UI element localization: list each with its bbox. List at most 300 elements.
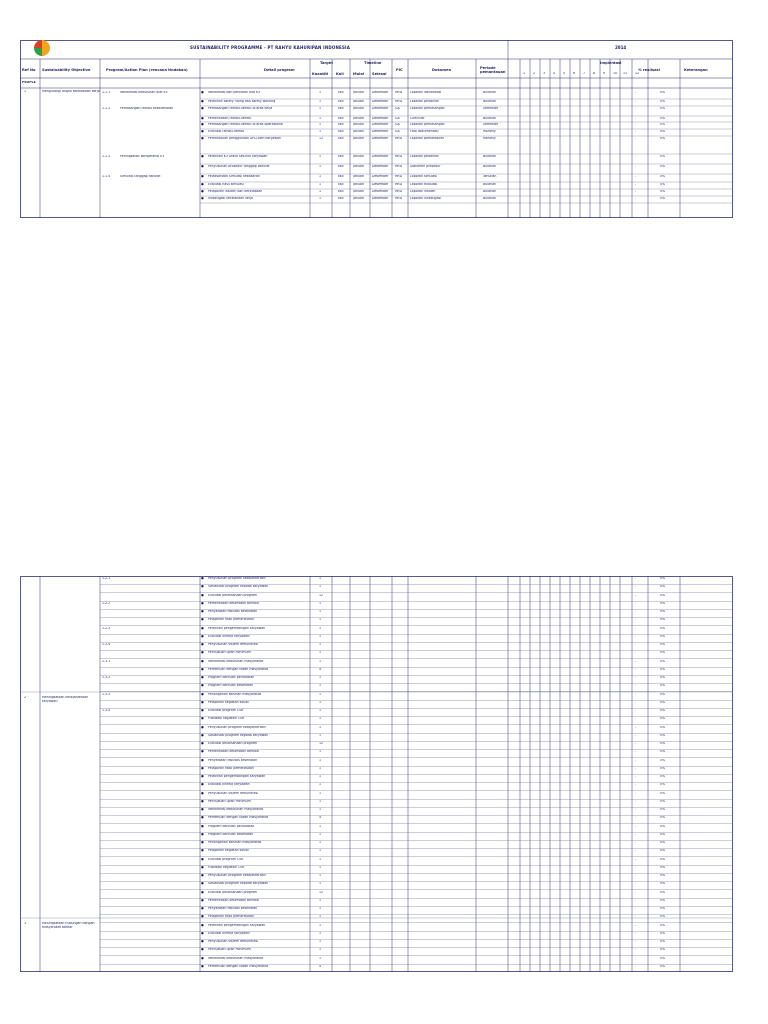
target-qty: 1 [319, 882, 322, 885]
period-text: Semester [483, 123, 499, 126]
pic-text: GA [395, 130, 400, 133]
target-qty: 1 [319, 130, 322, 133]
realisasi-pct: 0% [660, 734, 666, 737]
realisasi-dash: - [635, 577, 637, 580]
realisasi-dash: - [635, 100, 637, 103]
target-qty: 4 [319, 816, 322, 819]
detail-text: Pelatihan K3 untuk seluruh karyawan [208, 155, 268, 158]
realisasi-dash: - [635, 874, 637, 877]
target-qty: 4 [319, 668, 322, 671]
bullet-icon: ● [201, 726, 204, 729]
header-month-9: 9 [603, 72, 606, 75]
detail-text: Penyediaan fasilitas kesehatan [208, 610, 258, 613]
detail-text: Penyusunan prosedur tanggap darurat [208, 165, 270, 168]
detail-text: Pelaporan insiden dan kecelakaan [208, 190, 263, 193]
target-kali: kali [338, 155, 344, 158]
detail-text: Evaluasi hasil simulasi [208, 183, 244, 186]
bullet-icon: ● [201, 668, 204, 671]
period-text: Monthly [483, 130, 496, 133]
timeline-start: Januari [353, 100, 365, 103]
document-text: Laporan simulasi [410, 175, 438, 178]
timeline-end: Desember [372, 190, 389, 193]
header-month-3: 3 [543, 72, 546, 75]
realisasi-dash: - [635, 107, 637, 110]
target-qty: 1 [319, 726, 322, 729]
target-qty: 1 [319, 197, 322, 200]
detail-text: Identifikasi kebutuhan masyarakat [208, 660, 264, 663]
realisasi-dash: - [635, 775, 637, 778]
pic-text: HRD [395, 137, 403, 140]
pic-text: HRD [395, 155, 403, 158]
header-realisasi: % realisasi [638, 68, 660, 72]
document-text: Laporan identifikasi [410, 91, 442, 94]
realisasi-pct: 0% [660, 924, 666, 927]
realisasi-pct: 0% [660, 808, 666, 811]
header-month-1: 1 [523, 72, 526, 75]
detail-text: Program bantuan pendidikan [208, 676, 255, 679]
realisasi-pct: 0% [660, 742, 666, 745]
program-code: 1.2.2 [102, 602, 111, 605]
pic-text: HRD [395, 175, 403, 178]
target-qty: 1 [319, 651, 322, 654]
detail-text: Peninjauan upah minimum [208, 800, 251, 803]
bullet-icon: ● [201, 175, 204, 178]
realisasi-pct: 0% [660, 155, 666, 158]
bullet-icon: ● [201, 91, 204, 94]
realisasi-dash: - [635, 709, 637, 712]
detail-text: Evaluasi program CSR [208, 709, 244, 712]
target-qty: 1 [319, 635, 322, 638]
header-month-6: 6 [573, 72, 576, 75]
target-qty: 1 [319, 684, 322, 687]
target-qty: 1 [319, 924, 322, 927]
realisasi-pct: 0% [660, 618, 666, 621]
bullet-icon: ● [201, 137, 204, 140]
bullet-icon: ● [201, 957, 204, 960]
detail-text: Evaluasi kinerja karyawan [208, 635, 250, 638]
realisasi-pct: 0% [660, 816, 666, 819]
program-code: 1.1.2 [102, 107, 111, 110]
detail-text: Evaluasi program CSR [208, 858, 244, 861]
realisasi-pct: 0% [660, 165, 666, 168]
realisasi-dash: - [635, 651, 637, 654]
realisasi-pct: 0% [660, 175, 666, 178]
program-code: 1.2.1 [102, 577, 111, 580]
program-code: 1.3.4 [102, 709, 111, 712]
header-target: Target [320, 61, 333, 65]
realisasi-dash: - [635, 808, 637, 811]
timeline-end: Desember [372, 107, 389, 110]
realisasi-pct: 0% [660, 643, 666, 646]
period-text: Bulanan [483, 197, 497, 200]
timeline-end: Desember [372, 130, 389, 133]
bullet-icon: ● [201, 197, 204, 200]
detail-text: Penanganan keluhan masyarakat [208, 693, 262, 696]
program-code: 1.3.2 [102, 676, 111, 679]
bullet-icon: ● [201, 833, 204, 836]
realisasi-dash: - [635, 907, 637, 910]
period-text: Bulanan [483, 155, 497, 158]
document-text: Laporan insiden [410, 190, 436, 193]
realisasi-pct: 0% [660, 709, 666, 712]
timeline-end: Desember [372, 165, 389, 168]
detail-text: Pelatihan pengembangan karyawan [208, 775, 266, 778]
detail-text: Program bantuan pendidikan [208, 825, 255, 828]
target-qty: 1 [319, 117, 322, 120]
timeline-start: Januari [353, 165, 365, 168]
target-qty: 1 [319, 627, 322, 630]
pic-text: GA [395, 107, 400, 110]
realisasi-pct: 0% [660, 882, 666, 885]
detail-text: Pelaporan hasil pemeriksaan [208, 618, 254, 621]
target-qty: 1 [319, 858, 322, 861]
document-text: Foto dokumentasi [410, 130, 439, 133]
realisasi-pct: 0% [660, 91, 666, 94]
detail-text: Penyusunan sistem remunerasi [208, 643, 259, 646]
target-qty: 1 [319, 866, 322, 869]
header-month-7: 7 [583, 72, 586, 75]
realisasi-dash: - [635, 750, 637, 753]
bullet-icon: ● [201, 841, 204, 844]
detail-text: Peninjauan upah minimum [208, 651, 251, 654]
target-qty: 1 [319, 155, 322, 158]
detail-text: Pertemuan dengan tokoh masyarakat [208, 965, 269, 968]
header-pic: PIC [396, 68, 403, 72]
period-text: Semester [483, 107, 499, 110]
realisasi-pct: 0% [660, 183, 666, 186]
detail-text: Pemasangan rambu-rambu di area kerja [208, 107, 273, 110]
period-text: Tahunan [483, 175, 497, 178]
pic-text: HRD [395, 197, 403, 200]
sustainability-sheet-top [20, 40, 733, 218]
detail-text: Penyusunan program kesejahteraan [208, 726, 266, 729]
realisasi-pct: 0% [660, 107, 666, 110]
sheet-grid-bottom [20, 576, 733, 972]
bullet-icon: ● [201, 651, 204, 654]
target-qty: 1 [319, 183, 322, 186]
target-qty: 1 [319, 577, 322, 580]
detail-text: Publikasi kegiatan CSR [208, 866, 245, 869]
realisasi-dash: - [635, 866, 637, 869]
objective-text-3: Meningkatkan hubungan dengan masyarakat sekitar [42, 922, 95, 929]
target-qty: 1 [319, 693, 322, 696]
detail-text: Evaluasi kinerja karyawan [208, 932, 250, 935]
target-qty: 1 [319, 709, 322, 712]
document-text: Laporan pemasangan [410, 107, 445, 110]
detail-text: Pelatihan pengembangan karyawan [208, 924, 266, 927]
document-text: Laporan pemasangan [410, 123, 445, 126]
program-code: 1.3.1 [102, 660, 111, 663]
detail-text: Pemeriksaan kesehatan berkala [208, 602, 259, 605]
realisasi-pct: 0% [660, 627, 666, 630]
header-month-5: 5 [563, 72, 566, 75]
realisasi-dash: - [635, 602, 637, 605]
realisasi-pct: 0% [660, 660, 666, 663]
bullet-icon: ● [201, 709, 204, 712]
bullet-icon: ● [201, 750, 204, 753]
realisasi-pct: 0% [660, 693, 666, 696]
bullet-icon: ● [201, 866, 204, 869]
bullet-icon: ● [201, 717, 204, 720]
bullet-icon: ● [201, 915, 204, 918]
timeline-start: Januari [353, 117, 365, 120]
detail-text: Program bantuan kesehatan [208, 684, 254, 687]
realisasi-dash: - [635, 684, 637, 687]
document-text: Laporan evaluasi [410, 183, 438, 186]
ref-number-3: 3 [24, 922, 27, 925]
detail-text: Identifikasi kebutuhan masyarakat [208, 957, 264, 960]
realisasi-dash: - [635, 800, 637, 803]
timeline-start: Januari [353, 130, 365, 133]
detail-text: Penyusunan sistem remunerasi [208, 792, 259, 795]
bullet-icon: ● [201, 100, 204, 103]
header-detail: Detail program [264, 68, 295, 72]
target-kali: kali [338, 123, 344, 126]
target-qty: 12 [319, 891, 324, 894]
bullet-icon: ● [201, 594, 204, 597]
program-code: 1.1.4 [102, 175, 111, 178]
bullet-icon: ● [201, 775, 204, 778]
realisasi-pct: 0% [660, 899, 666, 902]
realisasi-pct: 0% [660, 775, 666, 778]
bullet-icon: ● [201, 676, 204, 679]
detail-text: Pemasangan rambu-rambu di area operasional [208, 123, 284, 126]
realisasi-pct: 0% [660, 833, 666, 836]
bullet-icon: ● [201, 742, 204, 745]
target-qty: 1 [319, 808, 322, 811]
bullet-icon: ● [201, 932, 204, 935]
detail-text: Penyusunan program kesejahteraan [208, 577, 266, 580]
target-qty: 1 [319, 957, 322, 960]
target-kali: kali [338, 130, 344, 133]
target-qty: 12 [319, 594, 324, 597]
bullet-icon: ● [201, 130, 204, 133]
timeline-end: Desember [372, 91, 389, 94]
detail-text: Penyusunan sistem remunerasi [208, 940, 259, 943]
target-qty: 1 [319, 833, 322, 836]
realisasi-pct: 0% [660, 123, 666, 126]
timeline-end: Desember [372, 100, 389, 103]
bullet-icon: ● [201, 190, 204, 193]
pic-text: HRD [395, 190, 403, 193]
header-mulai: Mulai [353, 72, 365, 76]
target-kali: kali [338, 100, 344, 103]
timeline-end: Desember [372, 123, 389, 126]
pic-text: HRD [395, 183, 403, 186]
realisasi-dash: - [635, 965, 637, 968]
document-text: Checklist [410, 117, 425, 120]
realisasi-dash: - [635, 165, 637, 168]
target-qty: 1 [319, 915, 322, 918]
detail-text: Peninjauan upah minimum [208, 948, 251, 951]
target-qty: 1 [319, 618, 322, 621]
realisasi-dash: - [635, 594, 637, 597]
detail-text: Penanganan keluhan masyarakat [208, 841, 262, 844]
realisasi-dash: - [635, 841, 637, 844]
target-qty: 1 [319, 874, 322, 877]
realisasi-dash: - [635, 137, 637, 140]
bullet-icon: ● [201, 965, 204, 968]
header-month-12: 12 [635, 72, 640, 75]
realisasi-dash: - [635, 891, 637, 894]
detail-text: Identifikasi kebutuhan masyarakat [208, 808, 264, 811]
realisasi-pct: 0% [660, 726, 666, 729]
target-qty: 1 [319, 767, 322, 770]
target-kali: kali [338, 175, 344, 178]
realisasi-dash: - [635, 915, 637, 918]
realisasi-pct: 0% [660, 767, 666, 770]
timeline-start: Januari [353, 190, 365, 193]
target-qty: 1 [319, 775, 322, 778]
document-text: Laporan investigasi [410, 197, 442, 200]
program-code: 1.3.3 [102, 693, 111, 696]
detail-text: Pemeriksaan kesehatan berkala [208, 899, 259, 902]
detail-text: Sosialisasi program kepada karyawan [208, 585, 269, 588]
document-text: Laporan pelatihan [410, 100, 439, 103]
realisasi-dash: - [635, 91, 637, 94]
realisasi-dash: - [635, 635, 637, 638]
realisasi-dash: - [635, 816, 637, 819]
realisasi-dash: - [635, 155, 637, 158]
realisasi-pct: 0% [660, 750, 666, 753]
realisasi-pct: 0% [660, 676, 666, 679]
detail-text: Pelaksanaan simulasi kebakaran [208, 175, 260, 178]
target-kali: kali [338, 91, 344, 94]
pic-text: HRD [395, 165, 403, 168]
detail-text: Pertemuan dengan tokoh masyarakat [208, 668, 269, 671]
timeline-end: Desember [372, 197, 389, 200]
detail-text: Pelatihan pengembangan karyawan [208, 627, 266, 630]
program-text: Peningkatan kompetensi K3 [120, 155, 165, 158]
realisasi-dash: - [635, 610, 637, 613]
detail-text: Investigasi kecelakaan kerja [208, 197, 253, 200]
bullet-icon: ● [201, 825, 204, 828]
timeline-end: Desember [372, 155, 389, 158]
realisasi-dash: - [635, 940, 637, 943]
realisasi-dash: - [635, 792, 637, 795]
bullet-icon: ● [201, 924, 204, 927]
realisasi-pct: 0% [660, 849, 666, 852]
bullet-icon: ● [201, 117, 204, 120]
header-ref: Ref No [22, 68, 36, 72]
realisasi-dash: - [635, 957, 637, 960]
realisasi-dash: - [635, 693, 637, 696]
realisasi-dash: - [635, 117, 637, 120]
bullet-icon: ● [201, 660, 204, 663]
detail-text: Pemeriksaan kesehatan berkala [208, 750, 259, 753]
bullet-icon: ● [201, 948, 204, 951]
target-kali: kali [338, 197, 344, 200]
detail-text: Evaluasi kinerja karyawan [208, 783, 250, 786]
header-objective: Sustainability Objective [42, 68, 91, 72]
bullet-icon: ● [201, 155, 204, 158]
objective-text: Mengurangi angka kecelakaan kerja [42, 90, 100, 93]
program-text: Pemasangan rambu keselamatan [120, 107, 174, 110]
period-text: Bulanan [483, 117, 497, 120]
bullet-icon: ● [201, 602, 204, 605]
bullet-icon: ● [201, 907, 204, 910]
objective-text-2: Meningkatkan kesejahteraan karyawan [42, 696, 89, 703]
realisasi-dash: - [635, 734, 637, 737]
bullet-icon: ● [201, 701, 204, 704]
target-qty: 12 [319, 742, 324, 745]
realisasi-dash: - [635, 783, 637, 786]
realisasi-pct: 0% [660, 940, 666, 943]
realisasi-dash: - [635, 882, 637, 885]
realisasi-pct: 0% [660, 891, 666, 894]
target-qty: 1 [319, 602, 322, 605]
header-dokumen: Dokumen [432, 68, 452, 72]
realisasi-pct: 0% [660, 841, 666, 844]
header-timeline: Timeline [364, 61, 382, 65]
realisasi-dash: - [635, 833, 637, 836]
program-code: 1.2.4 [102, 643, 111, 646]
target-qty: 1 [319, 91, 322, 94]
bullet-icon: ● [201, 635, 204, 638]
realisasi-dash: - [635, 676, 637, 679]
realisasi-pct: 0% [660, 792, 666, 795]
realisasi-dash: - [635, 717, 637, 720]
realisasi-pct: 0% [660, 684, 666, 687]
detail-text: Program bantuan kesehatan [208, 833, 254, 836]
target-qty: 1 [319, 825, 322, 828]
bullet-icon: ● [201, 767, 204, 770]
target-qty: 1 [319, 107, 322, 110]
bullet-icon: ● [201, 627, 204, 630]
document-text: Dokumen prosedur [410, 165, 441, 168]
realisasi-pct: 0% [660, 190, 666, 193]
document-text: Laporan pemantauan [410, 137, 445, 140]
timeline-end: Desember [372, 117, 389, 120]
section-label: PEOPLE [22, 81, 36, 84]
program-code: 1.1.3 [102, 155, 111, 158]
sheet-title: SUSTAINABILITY PROGRAMME - PT RAHYU KAHURIPAN INDONESIA [190, 45, 351, 50]
realisasi-dash: - [635, 742, 637, 745]
sustainability-sheet-bottom [20, 576, 733, 972]
realisasi-dash: - [635, 899, 637, 902]
detail-text: Pertemuan dengan tokoh masyarakat [208, 816, 269, 819]
bullet-icon: ● [201, 940, 204, 943]
bullet-icon: ● [201, 849, 204, 852]
realisasi-dash: - [635, 130, 637, 133]
realisasi-pct: 0% [660, 635, 666, 638]
header-month-10: 10 [613, 72, 618, 75]
detail-text: Pelaporan kegiatan sosial [208, 701, 249, 704]
realisasi-pct: 0% [660, 866, 666, 869]
realisasi-pct: 0% [660, 137, 666, 140]
detail-text: Pelaporan hasil pemeriksaan [208, 915, 254, 918]
document-text: Laporan pelatihan [410, 155, 439, 158]
target-qty: 1 [319, 660, 322, 663]
bullet-icon: ● [201, 808, 204, 811]
target-kali: kali [338, 165, 344, 168]
ref-number: 1 [24, 90, 27, 93]
bullet-icon: ● [201, 693, 204, 696]
target-qty: 1 [319, 165, 322, 168]
realisasi-dash: - [635, 668, 637, 671]
target-qty: 1 [319, 899, 322, 902]
target-qty: 1 [319, 907, 322, 910]
detail-text: Pelaporan hasil pemeriksaan [208, 767, 254, 770]
sheet-year: 2014 [615, 45, 627, 50]
period-text: Bulanan [483, 91, 497, 94]
bullet-icon: ● [201, 759, 204, 762]
target-qty: 1 [319, 585, 322, 588]
bullet-icon: ● [201, 684, 204, 687]
header-kuantiti: Kuantiti [312, 72, 329, 76]
header-month-8: 8 [593, 72, 596, 75]
timeline-start: Januari [353, 91, 365, 94]
